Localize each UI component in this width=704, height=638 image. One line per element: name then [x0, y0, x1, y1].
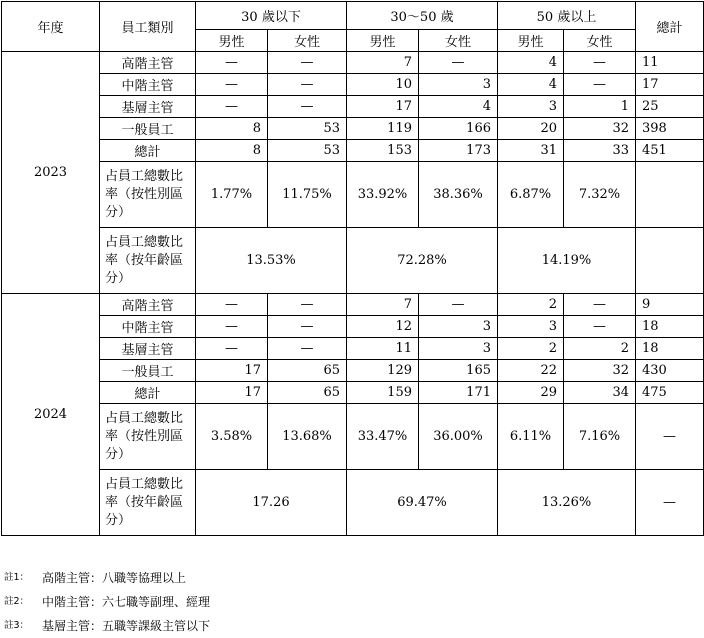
- table-row: [2, 382, 704, 404]
- year-cell: 2024: [2, 294, 100, 536]
- ratio-age-row: [2, 228, 704, 294]
- value-cell: 20: [498, 118, 564, 140]
- value-cell: 32: [564, 118, 636, 140]
- footnote: [4, 614, 210, 638]
- value-cell: —: [564, 52, 636, 74]
- category-label: 高階主管: [100, 294, 196, 316]
- value-cell: 171: [419, 382, 498, 404]
- table-row: [2, 316, 704, 338]
- value-cell: 3: [419, 74, 498, 96]
- value-cell: 4: [419, 96, 498, 118]
- value-cell: 32: [564, 360, 636, 382]
- value-cell: 10: [347, 74, 419, 96]
- total-cell: 25: [636, 96, 704, 118]
- value-cell: 2: [564, 338, 636, 360]
- header-male: 男性: [498, 30, 564, 52]
- table-row: [2, 360, 704, 382]
- value-cell: 53: [268, 140, 347, 162]
- ratio-cell: 72.28%: [347, 228, 498, 294]
- value-cell: 7: [347, 52, 419, 74]
- header-age-over-50: 50 歲以上: [498, 2, 636, 30]
- value-cell: —: [564, 294, 636, 316]
- ratio-cell: 7.32%: [564, 162, 636, 228]
- year-cell: 2023: [2, 52, 100, 294]
- ratio-cell: 13.53%: [196, 228, 347, 294]
- value-cell: —: [268, 74, 347, 96]
- ratio-cell: 3.58%: [196, 404, 268, 470]
- header-male: 男性: [347, 30, 419, 52]
- value-cell: 3: [419, 316, 498, 338]
- value-cell: —: [564, 74, 636, 96]
- footnote-text: 高階主管：八職等協理以上: [42, 571, 187, 585]
- value-cell: 166: [419, 118, 498, 140]
- value-cell: 65: [268, 360, 347, 382]
- header-total: 總計: [636, 2, 704, 52]
- ratio-cell: 69.47%: [347, 470, 498, 536]
- category-label: 一般員工: [100, 118, 196, 140]
- value-cell: 33: [564, 140, 636, 162]
- value-cell: —: [419, 52, 498, 74]
- total-cell: 11: [636, 52, 704, 74]
- value-cell: 31: [498, 140, 564, 162]
- ratio-cell: 17.26: [196, 470, 347, 536]
- ratio-cell: 36.00%: [419, 404, 498, 470]
- value-cell: 4: [498, 52, 564, 74]
- value-cell: 3: [498, 96, 564, 118]
- value-cell: —: [268, 52, 347, 74]
- ratio-total-cell: [636, 228, 704, 294]
- footnote-tag: 註3：: [4, 620, 30, 631]
- value-cell: —: [268, 96, 347, 118]
- value-cell: —: [196, 96, 268, 118]
- ratio-gender-label: 占員工總數比率（按性別區分）: [100, 162, 196, 228]
- table-row: [2, 294, 704, 316]
- header-age-30-50: 30～50 歲: [347, 2, 498, 30]
- category-label: 基層主管: [100, 338, 196, 360]
- total-cell: 18: [636, 338, 704, 360]
- total-cell: 430: [636, 360, 704, 382]
- ratio-cell: 14.19%: [498, 228, 636, 294]
- value-cell: —: [196, 338, 268, 360]
- footnotes: [4, 566, 210, 638]
- value-cell: 11: [347, 338, 419, 360]
- value-cell: —: [196, 74, 268, 96]
- ratio-cell: 6.11%: [498, 404, 564, 470]
- ratio-age-label: 占員工總數比率（按年齡區分）: [100, 228, 196, 294]
- value-cell: 3: [498, 316, 564, 338]
- ratio-total-cell: —: [636, 404, 704, 470]
- value-cell: 129: [347, 360, 419, 382]
- value-cell: 2: [498, 294, 564, 316]
- ratio-total-cell: [636, 162, 704, 228]
- value-cell: 159: [347, 382, 419, 404]
- footnote-tag: 註2：: [4, 596, 30, 607]
- value-cell: 2: [498, 338, 564, 360]
- table-row: [2, 52, 704, 74]
- ratio-age-row: [2, 470, 704, 536]
- ratio-cell: 11.75%: [268, 162, 347, 228]
- footnote-text: 基層主管：五職等課級主管以下: [42, 619, 211, 633]
- ratio-total-cell: —: [636, 470, 704, 536]
- category-label: 基層主管: [100, 96, 196, 118]
- value-cell: 65: [268, 382, 347, 404]
- footnote: [4, 566, 210, 590]
- ratio-cell: 33.92%: [347, 162, 419, 228]
- value-cell: 17: [196, 360, 268, 382]
- value-cell: —: [268, 338, 347, 360]
- ratio-cell: 33.47%: [347, 404, 419, 470]
- total-cell: 17: [636, 74, 704, 96]
- value-cell: 4: [498, 74, 564, 96]
- total-cell: 398: [636, 118, 704, 140]
- value-cell: —: [268, 316, 347, 338]
- total-cell: 9: [636, 294, 704, 316]
- value-cell: 17: [347, 96, 419, 118]
- value-cell: 17: [196, 382, 268, 404]
- total-cell: 18: [636, 316, 704, 338]
- category-label: 中階主管: [100, 74, 196, 96]
- value-cell: 173: [419, 140, 498, 162]
- value-cell: 153: [347, 140, 419, 162]
- ratio-cell: 13.26%: [498, 470, 636, 536]
- table-row: [2, 118, 704, 140]
- header-year: 年度: [2, 2, 100, 52]
- table-row: [2, 74, 704, 96]
- ratio-cell: 6.87%: [498, 162, 564, 228]
- category-label: 一般員工: [100, 360, 196, 382]
- footnote: [4, 590, 210, 614]
- value-cell: 29: [498, 382, 564, 404]
- total-cell: 475: [636, 382, 704, 404]
- value-cell: 165: [419, 360, 498, 382]
- ratio-age-label: 占員工總數比率（按年齡區分）: [100, 470, 196, 536]
- value-cell: 53: [268, 118, 347, 140]
- total-cell: 451: [636, 140, 704, 162]
- ratio-gender-label: 占員工總數比率（按性別區分）: [100, 404, 196, 470]
- footnote-tag: 註1：: [4, 572, 30, 583]
- value-cell: 1: [564, 96, 636, 118]
- header-male: 男性: [196, 30, 268, 52]
- ratio-gender-row: [2, 162, 704, 228]
- value-cell: —: [268, 294, 347, 316]
- header-category: 員工類別: [100, 2, 196, 52]
- value-cell: —: [419, 294, 498, 316]
- value-cell: —: [196, 316, 268, 338]
- category-label: 中階主管: [100, 316, 196, 338]
- category-label: 總計: [100, 140, 196, 162]
- value-cell: 22: [498, 360, 564, 382]
- value-cell: —: [196, 52, 268, 74]
- value-cell: 3: [419, 338, 498, 360]
- ratio-cell: 13.68%: [268, 404, 347, 470]
- ratio-cell: 38.36%: [419, 162, 498, 228]
- table-row: [2, 338, 704, 360]
- value-cell: 7: [347, 294, 419, 316]
- table-row: [2, 140, 704, 162]
- header-female: 女性: [419, 30, 498, 52]
- ratio-gender-row: [2, 404, 704, 470]
- value-cell: 8: [196, 118, 268, 140]
- value-cell: —: [196, 294, 268, 316]
- employee-table: [1, 1, 704, 536]
- ratio-cell: 1.77%: [196, 162, 268, 228]
- category-label: 總計: [100, 382, 196, 404]
- value-cell: 8: [196, 140, 268, 162]
- ratio-cell: 7.16%: [564, 404, 636, 470]
- category-label: 高階主管: [100, 52, 196, 74]
- value-cell: 34: [564, 382, 636, 404]
- footnote-text: 中階主管：六七職等副理、經理: [42, 595, 211, 609]
- value-cell: 12: [347, 316, 419, 338]
- value-cell: 119: [347, 118, 419, 140]
- table-row: [2, 96, 704, 118]
- header-female: 女性: [564, 30, 636, 52]
- value-cell: —: [564, 316, 636, 338]
- header-age-under-30: 30 歲以下: [196, 2, 347, 30]
- header-female: 女性: [268, 30, 347, 52]
